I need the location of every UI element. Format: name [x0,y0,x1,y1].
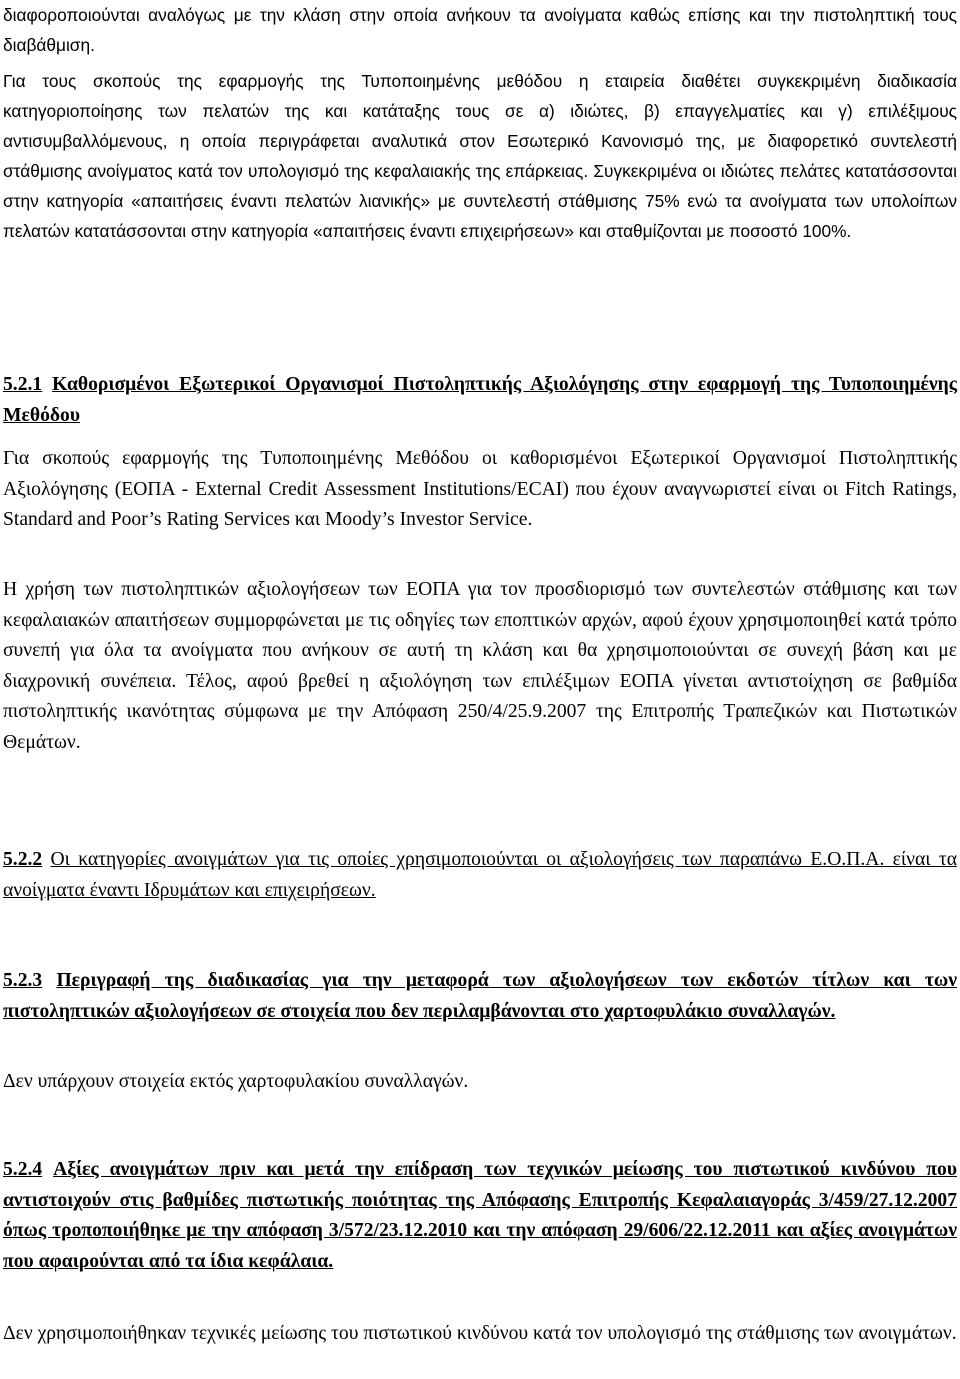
section-5-2-3-paragraph [3,1067,957,1098]
section-5-2-1-heading [3,370,957,431]
categorization-text-1: Για τους σκοπούς της εφαρμογής της Τυποποιημένης μεθόδου η εταιρεία διαθέτει συγκεκριμένη διαδικασία κατηγοριοποίησης των πελατών της και κατάταξης τους σε α) ιδιώτες, β) επαγγελματίες και γ) επιλέξιμους αντισυμβαλλόμενους, η οποία περιγράφεται αναλυτικά στον Εσωτερικό Κανονισμό της, με διαφορετικό συντελεστή στάθμισης ανοίγματος κατά τον υπολογισμό της κεφαλαιακής της επάρκειας. [3,71,957,182]
section-paragraph: Η χρήση των πιστοληπτικών αξιολογήσεων των ΕΟΠΑ για τον προσδιορισμό των συντελεστών στάθμισης και των κεφαλαιακών απαιτήσεων συμμορφώνεται με τις οδηγίες των εποπτικών αρχών, αφού έχουν χρησιμοποιηθεί κατά τρόπο συνεπή για όλα τα ανοίγματα που ανήκουν σε αυτή τη κλάση και θα χρησιμοποιούνται σε συνεχή βάση και με διαχρονική συνέπεια. Τέλος, αφού βρεθεί η αξιολόγηση των επιλέξιμων ΕΟΠΑ γίνεται αντιστοίχηση σε βαθμίδα πιστοληπτικής ικανότητας σύμφωνα με την Απόφαση 250/4/25.9.2007 της Επιτροπής Τραπεζικών και Πιστωτικών Θεμάτων. [3,579,957,753]
section-paragraph: Για σκοπούς εφαρμογής της Τυποποιημένης Μεθόδου οι καθορισμένοι Εξωτερικοί Οργανισμοί Πιστοληπτικής Αξιολόγησης (ΕΟΠΑ - External Credit Assessment Institutions/ECAI) που έχουν αναγνωριστεί είναι οι Fitch Ratings, Standard and Poor’s Rating Services και Moody’s Investor Service. [3,448,957,531]
section-heading: Αξίες ανοιγμάτων πριν και μετά την επίδραση των τεχνικών μείωσης του πιστωτικού κινδύνου που αντιστοιχούν στις βαθμίδες πιστωτικής ποιότητας της Απόφασης Επιτροπής Κεφαλαιαγοράς 3/459/27.12.2007 όπως τροποποιήθηκε με την απόφαση 3/572/23.12.2010 και την απόφαση 29/606/22.12.2011 και αξίες ανοιγμάτων που αφαιρούνται από τα ίδια κεφάλαια. [3,1159,957,1272]
section-number: 5.2.1 [3,374,43,395]
section-heading: Καθορισμένοι Εξωτερικοί Οργανισμοί Πιστοληπτικής Αξιολόγησης στην εφαρμογή της Τυποποιημένης Μεθόδου [3,374,957,426]
section-5-2-3-heading [3,966,957,1027]
top-fragment: διαφοροποιούνται αναλόγως με την κλάση στην οποία ανήκουν τα ανοίγματα καθώς επίσης και την πιστοληπτική τους διαβάθμιση. [3,5,957,56]
section-5-2-4-paragraph [3,1319,957,1350]
section-number: 5.2.4 [3,1159,43,1180]
section-paragraph: Δεν χρησιμοποιήθηκαν τεχνικές μείωσης του πιστωτικού κινδύνου κατά τον υπολογισμό της στάθμισης των ανοιγμάτων. [3,1323,957,1344]
section-number: 5.2.3 [3,970,43,991]
section-5-2-1-paragraph-1 [3,444,957,536]
section-5-2-4-heading [3,1155,957,1277]
section-5-2-1-paragraph-2 [3,575,957,759]
section-heading: Οι κατηγορίες ανοιγμάτων για τις οποίες χρησιμοποιούνται οι αξιολογήσεις των παραπάνω Ε.Ο.Π.Α. είναι τα ανοίγματα έναντι Ιδρυμάτων και επιχειρήσεων. [3,849,957,901]
section-5-2-2 [3,845,957,906]
section-heading: Περιγραφή της διαδικασίας για την μεταφορά των αξιολογήσεων των εκδοτών τίτλων και των πιστοληπτικών αξιολογήσεων σε στοιχεία που δεν περιλαμβάνονται στο χαρτοφυλάκιο συναλλαγών. [3,970,958,1022]
section-paragraph: Δεν υπάρχουν στοιχεία εκτός χαρτοφυλακίου συναλλαγών. [3,1071,469,1092]
categorization-paragraph [3,66,957,247]
section-number: 5.2.2 [3,849,43,870]
categorization-text-2: Συγκεκριμένα οι ιδιώτες πελάτες κατατάσσονται στην κατηγορία «απαιτήσεις έναντι πελατών λιανικής» με συντελεστή στάθμισης 75% ενώ τα ανοίγματα των υπολοίπων πελατών κατατάσσονται στην κατηγορία «απαιτήσεις έναντι επιχειρήσεων» και σταθμίζονται με ποσοστό 100%. [3,161,957,242]
top-paragraph [3,0,957,60]
